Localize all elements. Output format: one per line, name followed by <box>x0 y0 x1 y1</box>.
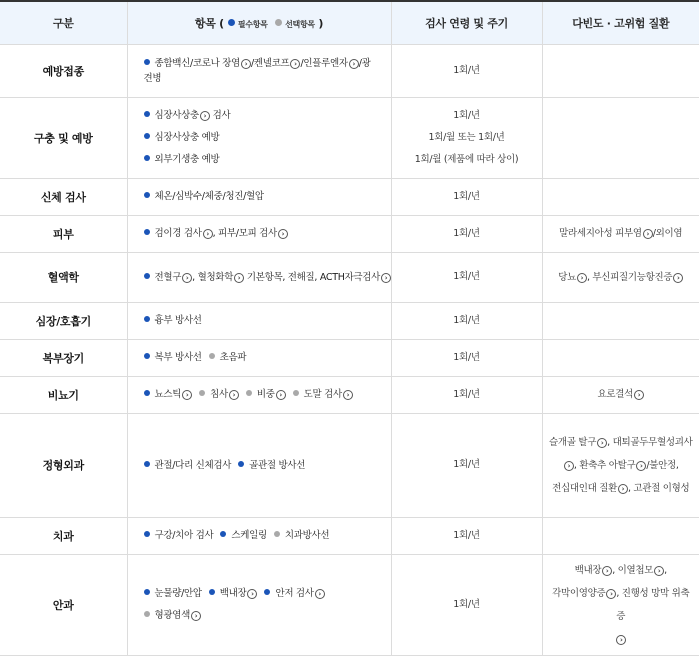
category-cell: 예방접종 <box>0 44 127 97</box>
required-dot-icon <box>209 589 215 595</box>
table-row <box>0 339 699 376</box>
frequency-text: 1회/년 <box>453 109 480 121</box>
arrow-circle-icon[interactable]: › <box>182 390 192 400</box>
items-line <box>144 387 377 402</box>
item-text: 종합백신/코로나 장염 <box>154 57 241 69</box>
required-dot-icon <box>144 229 150 235</box>
items-cell <box>127 554 391 655</box>
item-text: 전혈구 <box>154 271 182 283</box>
frequency-cell <box>391 413 542 517</box>
arrow-circle-icon[interactable]: › <box>577 273 587 283</box>
check-item <box>144 352 202 363</box>
item-text: , 혈청화학 <box>192 271 234 283</box>
optional-dot-icon <box>275 19 282 26</box>
items-line <box>144 458 377 473</box>
check-item[interactable] <box>144 610 202 621</box>
arrow-circle-icon[interactable]: › <box>381 273 391 283</box>
check-item[interactable] <box>209 588 258 599</box>
category-cell: 복부장기 <box>0 339 127 376</box>
legend-required: 필수항목 <box>237 19 268 29</box>
frequency-cell <box>391 215 542 252</box>
items-cell <box>127 339 391 376</box>
header-frequency: 검사 연령 및 주기 <box>391 1 542 44</box>
item-text: 말라세지아성 피부염 <box>559 228 642 239</box>
diseases-cell <box>542 517 699 554</box>
check-item <box>144 132 220 143</box>
arrow-circle-icon[interactable]: › <box>673 273 683 283</box>
required-dot-icon <box>144 589 150 595</box>
arrow-circle-icon[interactable]: › <box>643 229 653 239</box>
arrow-circle-icon[interactable]: › <box>234 273 244 283</box>
item-text: 심장사상충 예방 <box>154 132 220 143</box>
item-text: 심장사상충 <box>154 110 199 121</box>
check-item[interactable] <box>199 389 239 400</box>
required-dot-icon <box>238 461 244 467</box>
check-item[interactable] <box>293 389 353 400</box>
diseases-cell <box>542 178 699 215</box>
item-text: 백내장 <box>219 588 247 599</box>
table-row <box>0 302 699 339</box>
arrow-circle-icon[interactable]: › <box>315 589 325 599</box>
arrow-circle-icon[interactable]: › <box>654 566 664 576</box>
items-line <box>144 56 377 86</box>
items-line <box>144 528 377 543</box>
diseases-cell <box>542 413 699 517</box>
header-category: 구분 <box>0 1 127 44</box>
required-dot-icon <box>144 155 150 161</box>
header-items-label: 항목 <box>194 16 216 30</box>
check-item <box>144 154 220 165</box>
optional-dot-icon <box>209 353 215 359</box>
items-cell <box>127 44 391 97</box>
category-cell: 비뇨기 <box>0 376 127 413</box>
disease-line[interactable] <box>549 477 694 500</box>
arrow-circle-icon[interactable]: › <box>606 589 616 599</box>
frequency-text: 1회/월 또는 1회/년 <box>428 131 505 143</box>
item-text: 검사 <box>209 110 231 121</box>
required-dot-icon <box>144 353 150 359</box>
table-row <box>0 376 699 413</box>
item-text: , 부신피질기능항진증 <box>586 271 673 283</box>
required-dot-icon <box>144 111 150 117</box>
category-cell: 정형외과 <box>0 413 127 517</box>
category-cell: 심장/호흡기 <box>0 302 127 339</box>
check-item[interactable] <box>144 272 392 283</box>
check-item[interactable] <box>144 228 288 239</box>
optional-dot-icon <box>144 611 150 617</box>
diseases-cell <box>542 44 699 97</box>
arrow-circle-icon[interactable]: › <box>349 59 359 69</box>
item-text: /인플루엔자 <box>300 57 348 69</box>
items-cell <box>127 97 391 178</box>
required-dot-icon <box>144 192 150 198</box>
items-line <box>144 130 377 145</box>
arrow-circle-icon[interactable]: › <box>343 390 353 400</box>
check-item <box>144 588 202 599</box>
table-row <box>0 178 699 215</box>
frequency-text: 1회/년 <box>453 271 480 282</box>
item-text: /불안정, <box>646 459 679 471</box>
item-text: 전십대인대 질환 <box>552 482 617 494</box>
item-text: 골관절 방사선 <box>249 459 306 471</box>
item-text: 검이경 검사 <box>154 228 202 239</box>
item-text: , 이열첩모 <box>612 564 654 576</box>
item-text: , 고관절 이형성 <box>627 482 690 494</box>
required-dot-icon <box>220 531 226 537</box>
diseases-cell <box>542 376 699 413</box>
frequency-text: 1회/년 <box>453 64 480 76</box>
check-item <box>238 460 305 471</box>
items-line <box>144 350 377 365</box>
required-dot-icon <box>144 133 150 139</box>
item-text: 도말 검사 <box>303 389 342 400</box>
required-dot-icon <box>144 390 150 396</box>
items-cell <box>127 517 391 554</box>
arrow-circle-icon[interactable]: › <box>191 611 201 621</box>
disease-line[interactable] <box>549 628 694 651</box>
arrow-circle-icon[interactable]: › <box>278 229 288 239</box>
items-line <box>144 152 377 167</box>
item-text: 체온/심박수/체중/청진/혈압 <box>154 191 264 202</box>
arrow-circle-icon[interactable]: › <box>618 484 628 494</box>
item-text: 뇨스틱 <box>154 389 182 400</box>
optional-dot-icon <box>274 531 280 537</box>
disease-line[interactable] <box>549 454 694 477</box>
items-cell <box>127 252 391 302</box>
table-row <box>0 44 699 97</box>
item-text: 슬개골 탈구 <box>549 436 597 448</box>
frequency-text: 1회/년 <box>453 351 480 363</box>
arrow-circle-icon[interactable]: › <box>602 566 612 576</box>
legend-optional: 선택항목 <box>285 19 315 29</box>
item-text: , <box>664 564 667 576</box>
frequency-text: 1회/년 <box>453 227 480 239</box>
arrow-circle-icon[interactable]: › <box>564 461 574 471</box>
frequency-cell <box>391 339 542 376</box>
table-row <box>0 97 699 178</box>
items-line <box>144 270 388 285</box>
item-text: , 대퇴골두무혈성괴사 <box>607 436 693 448</box>
category-cell: 피부 <box>0 215 127 252</box>
frequency-text: 1회/년 <box>453 529 480 541</box>
item-text: 눈물량/안압 <box>154 588 202 599</box>
category-cell: 안과 <box>0 554 127 655</box>
check-item <box>144 191 264 202</box>
arrow-circle-icon[interactable]: › <box>616 635 626 645</box>
item-text: 요로결석 <box>597 389 633 400</box>
disease-line[interactable] <box>549 582 694 628</box>
item-text: 치과방사선 <box>284 530 330 541</box>
arrow-circle-icon[interactable]: › <box>276 390 286 400</box>
item-text: 초음파 <box>219 352 247 363</box>
header-diseases: 다빈도 · 고위험 질환 <box>542 1 699 44</box>
items-line <box>144 189 377 204</box>
arrow-circle-icon[interactable]: › <box>229 390 239 400</box>
frequency-cell <box>391 554 542 655</box>
arrow-circle-icon[interactable]: › <box>247 589 257 599</box>
header-row <box>0 1 699 44</box>
disease-line[interactable] <box>549 383 694 406</box>
items-cell <box>127 178 391 215</box>
check-item[interactable] <box>264 588 324 599</box>
item-text: /켄넬코프 <box>251 57 290 69</box>
items-line <box>144 586 377 601</box>
optional-dot-icon <box>293 390 299 396</box>
check-item <box>274 530 329 541</box>
diseases-cell <box>542 97 699 178</box>
frequency-cell <box>391 178 542 215</box>
required-dot-icon <box>144 316 150 322</box>
optional-dot-icon <box>246 390 252 396</box>
item-text: 구강/치아 검사 <box>154 530 214 541</box>
disease-line[interactable] <box>549 431 694 454</box>
diseases-cell <box>542 339 699 376</box>
diseases-cell <box>542 215 699 252</box>
item-text: 각막이영양증 <box>552 587 606 599</box>
item-text: , 피부/모피 검사 <box>212 228 277 239</box>
arrow-circle-icon[interactable]: › <box>290 59 300 69</box>
items-cell <box>127 302 391 339</box>
check-item[interactable] <box>246 389 286 400</box>
item-text: 비중 <box>256 389 275 400</box>
item-text: 안저 검사 <box>275 588 314 599</box>
required-dot-icon <box>144 531 150 537</box>
items-cell <box>127 215 391 252</box>
category-cell: 신체 검사 <box>0 178 127 215</box>
arrow-circle-icon[interactable]: › <box>241 59 251 69</box>
item-text: /외이염 <box>652 228 683 239</box>
frequency-cell <box>391 44 542 97</box>
items-line <box>144 608 377 623</box>
diseases-cell <box>542 252 699 302</box>
item-text: 흉부 방사선 <box>154 315 202 326</box>
arrow-circle-icon[interactable]: › <box>182 273 192 283</box>
check-item <box>209 352 247 363</box>
item-text: 당뇨 <box>558 271 576 283</box>
category-cell: 혈액학 <box>0 252 127 302</box>
items-line <box>144 226 377 241</box>
arrow-circle-icon[interactable]: › <box>597 438 607 448</box>
frequency-text: 1회/년 <box>453 314 480 326</box>
table-row <box>0 554 699 655</box>
frequency-text: 1회/년 <box>453 388 480 400</box>
frequency-text: 1회/년 <box>453 459 480 470</box>
header-items: 항목 ( 필수항목 선택항목 ) <box>127 1 391 44</box>
frequency-text: 1회/년 <box>453 598 480 610</box>
table-row <box>0 215 699 252</box>
frequency-cell <box>391 252 542 302</box>
check-item <box>144 530 214 541</box>
check-item[interactable] <box>144 110 231 121</box>
table-row <box>0 517 699 554</box>
required-dot-icon <box>144 59 150 65</box>
frequency-cell <box>391 376 542 413</box>
arrow-circle-icon[interactable]: › <box>203 229 213 239</box>
check-item <box>144 460 232 471</box>
check-item[interactable] <box>144 389 193 400</box>
check-item <box>144 315 202 326</box>
optional-dot-icon <box>199 390 205 396</box>
frequency-cell <box>391 517 542 554</box>
items-cell <box>127 376 391 413</box>
required-dot-icon <box>228 19 235 26</box>
item-text: 기본항목, 전해질, ACTH자극검사 <box>244 271 381 283</box>
arrow-circle-icon[interactable]: › <box>634 390 644 400</box>
required-dot-icon <box>144 273 150 279</box>
disease-line[interactable] <box>549 222 694 245</box>
arrow-circle-icon[interactable]: › <box>636 461 646 471</box>
category-cell: 구충 및 예방 <box>0 97 127 178</box>
diseases-cell <box>542 302 699 339</box>
item-text: 외부기생충 예방 <box>154 154 220 165</box>
disease-line[interactable] <box>549 559 694 582</box>
frequency-text: 1회/월 (제품에 따라 상이) <box>414 153 519 165</box>
items-line <box>144 313 377 328</box>
item-text: 복부 방사선 <box>154 352 202 363</box>
item-text: , 환축추 아탈구 <box>573 459 636 471</box>
required-dot-icon <box>144 461 150 467</box>
category-cell: 치과 <box>0 517 127 554</box>
disease-line[interactable] <box>549 266 694 289</box>
arrow-circle-icon[interactable]: › <box>200 111 210 121</box>
item-text: 스케일링 <box>231 530 267 541</box>
items-cell <box>127 413 391 517</box>
frequency-text: 1회/년 <box>453 190 480 202</box>
item-text: /광견병 <box>143 57 371 84</box>
item-text: 관절/다리 신체검사 <box>154 459 232 471</box>
frequency-cell <box>391 97 542 178</box>
item-text: 백내장 <box>574 564 602 576</box>
required-dot-icon <box>264 589 270 595</box>
table-row <box>0 252 699 302</box>
item-text: 형광염색 <box>154 610 191 621</box>
check-item <box>220 530 267 541</box>
table-row <box>0 413 699 517</box>
item-text: , 진행성 망막 위축증 <box>616 587 690 622</box>
diseases-cell <box>542 554 699 655</box>
items-line <box>144 108 377 123</box>
check-item[interactable] <box>144 58 371 84</box>
frequency-cell <box>391 302 542 339</box>
item-text: 침사 <box>210 389 228 400</box>
